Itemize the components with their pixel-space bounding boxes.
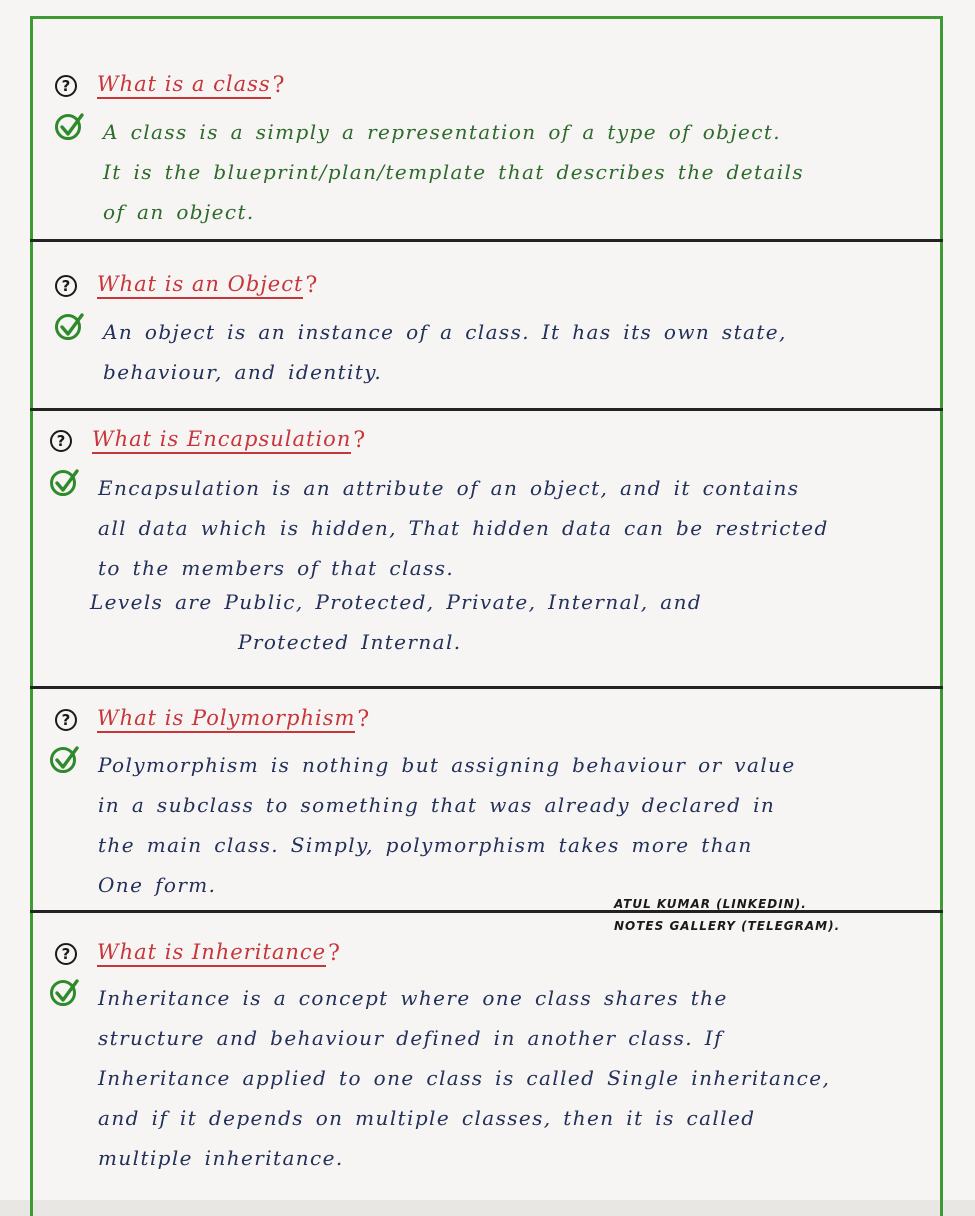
answer-line: of an object.: [103, 200, 255, 224]
question-circle-icon: ?: [55, 943, 77, 965]
answer-line: Encapsulation is an attribute of an object, and it contains: [98, 476, 800, 500]
question-title: What is an Object: [97, 272, 303, 299]
question-title: What is Polymorphism: [97, 706, 355, 733]
answer-line: An object is an instance of a class. It has its own state,: [103, 320, 787, 344]
check-circle-icon: [50, 980, 76, 1006]
check-circle-icon: [55, 114, 81, 140]
question-row: [55, 272, 317, 299]
author-credit: [614, 893, 840, 937]
question-mark: ?: [353, 428, 366, 454]
answer-row: [50, 745, 796, 905]
answer-line: One form.: [98, 873, 217, 897]
credit-line: NOTES GALLERY (TELEGRAM).: [614, 919, 841, 933]
section-divider: [30, 686, 943, 689]
question-mark: ?: [272, 73, 285, 99]
answer-line: Polymorphism is nothing but assigning behaviour or value: [98, 753, 796, 777]
access-levels-line: Protected Internal.: [238, 630, 462, 654]
question-row: [50, 427, 365, 454]
question-row: [55, 940, 340, 967]
answer-row: [50, 978, 830, 1178]
answer-line: the main class. Simply, polymorphism takes more than: [98, 833, 753, 857]
answer-row: [55, 112, 804, 232]
question-mark: ?: [305, 273, 318, 299]
answer-text: [98, 745, 796, 905]
answer-text: [103, 312, 787, 392]
answer-line: A class is a simply a representation of a type of object.: [103, 120, 782, 144]
check-circle-icon: [50, 470, 76, 496]
question-title: What is Encapsulation: [92, 427, 351, 454]
question-title: What is Inheritance: [97, 940, 326, 967]
answer-line: It is the blueprint/plan/template that describes the details: [103, 160, 805, 184]
answer-line: behaviour, and identity.: [103, 360, 383, 384]
answer-text: [98, 978, 830, 1178]
answer-line: Inheritance is a concept where one class shares the: [98, 986, 728, 1010]
question-mark: ?: [328, 941, 340, 967]
answer-text: [98, 468, 829, 588]
answer-line: multiple inheritance.: [98, 1146, 344, 1170]
question-circle-icon: ?: [55, 275, 77, 297]
check-circle-icon: [50, 747, 76, 773]
answer-row: [50, 468, 829, 588]
section-divider: [30, 408, 943, 411]
access-levels-line: Levels are Public, Protected, Private, Internal, and: [90, 590, 703, 614]
question-circle-icon: ?: [55, 709, 77, 731]
section-divider: [30, 239, 943, 242]
answer-line: all data which is hidden, That hidden data can be restricted: [98, 516, 829, 540]
answer-line: to the members of that class.: [98, 556, 455, 580]
answer-line: Inheritance applied to one class is called Single inheritance,: [98, 1066, 831, 1090]
question-row: [55, 706, 369, 733]
question-title: What is a class: [97, 72, 271, 99]
answer-line: and if it depends on multiple classes, then it is called: [98, 1106, 756, 1130]
answer-line: in a subclass to something that was already declared in: [98, 793, 776, 817]
check-circle-icon: [55, 314, 81, 340]
answer-row: [55, 312, 787, 392]
question-circle-icon: ?: [50, 430, 72, 452]
question-circle-icon: ?: [55, 75, 77, 97]
question-row: [55, 72, 284, 99]
answer-line: structure and behaviour defined in another class. If: [98, 1026, 723, 1050]
question-mark: ?: [357, 707, 370, 733]
credit-line: ATUL KUMAR (LINKEDIN).: [614, 897, 807, 911]
answer-text: [103, 112, 804, 232]
